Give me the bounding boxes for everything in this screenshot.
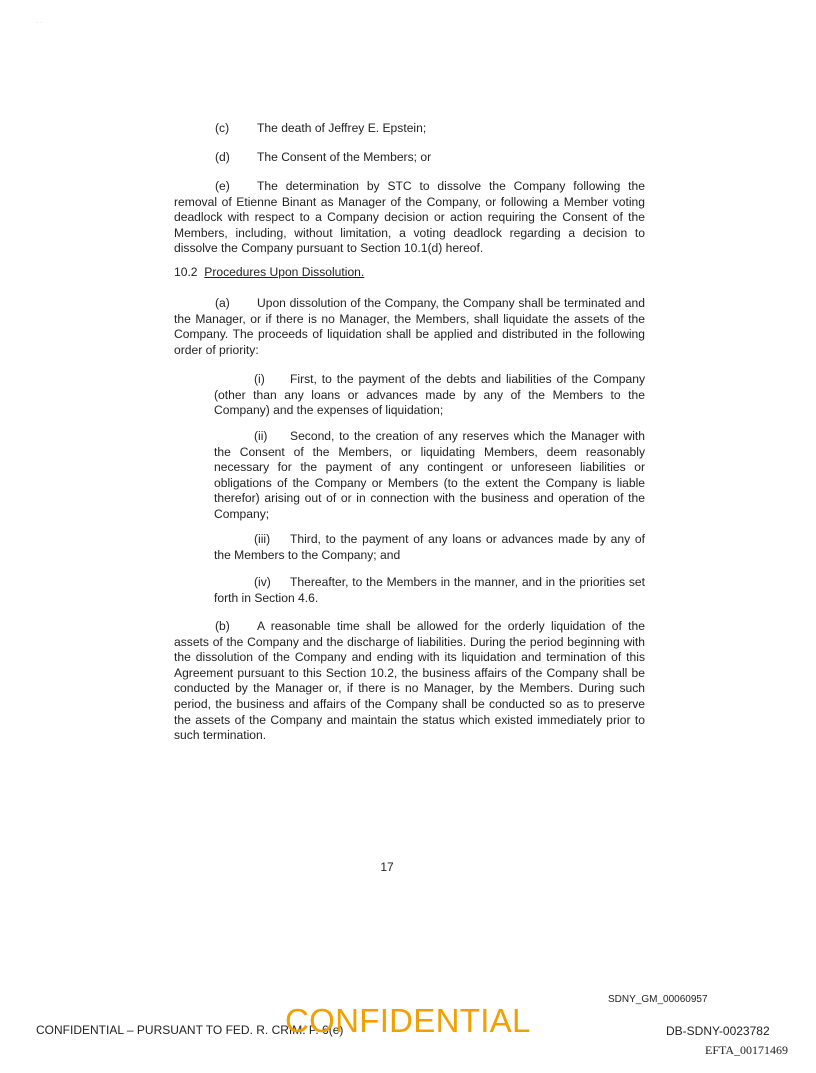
item-c	[215, 121, 655, 137]
sub-iii-text: Third, to the payment of any loans or advances made by any of the Members to the Company; and	[214, 532, 645, 562]
page-number: 17	[380, 860, 394, 874]
item-d	[215, 150, 655, 166]
sub-ii	[214, 429, 645, 523]
sub-i-text: First, to the payment of the debts and liabilities of the Company (other than any loans or advances made by any of the Members to the Company) and the expenses of liquidation;	[214, 372, 645, 418]
para-b-marker: (b)	[215, 619, 230, 633]
para-a-marker: (a)	[215, 296, 230, 310]
item-e	[174, 179, 645, 257]
sub-ii-marker: (ii)	[254, 429, 268, 443]
sub-iv-text: Thereafter, to the Members in the manner, and in the priorities set forth in Section 4.6.	[214, 575, 645, 605]
bates-db: DB-SDNY-0023782	[666, 1024, 770, 1038]
confidential-stamp: CONFIDENTIAL	[285, 1002, 531, 1039]
sub-iv-marker: (iv)	[254, 575, 271, 589]
sub-i	[214, 372, 645, 419]
item-d-text: The Consent of the Members; or	[257, 150, 432, 164]
item-d-marker: (d)	[215, 150, 230, 164]
para-b	[174, 619, 645, 744]
bates-gm: SDNY_GM_00060957	[608, 994, 708, 1005]
sub-iii	[214, 532, 645, 563]
sub-ii-text: Second, to the creation of any reserves which the Manager with the Consent of the Members, or liquidating Members, deem reasonably necessary for the payment of any contingent or unforeseen liabilities or obligations of the Company or Members (to the extent the Company is liable therefor) arising out of or in connection with the business and operation of the Company;	[214, 429, 645, 521]
section-heading	[174, 265, 645, 281]
sub-iv	[214, 575, 645, 606]
item-c-marker: (c)	[215, 121, 230, 135]
confidential-notice: CONFIDENTIAL – PURSUANT TO FED. R. CRIM. P. 6(e)	[36, 1023, 344, 1037]
efta-id: EFTA_00171469	[705, 1043, 789, 1057]
section-number: 10.2	[174, 265, 198, 279]
para-a-text: Upon dissolution of the Company, the Company shall be terminated and the Manager, or if there is no Manager, the Members, shall liquidate the assets of the Company. The proceeds of liquidation shall be applied and distributed in the following order of priority:	[174, 296, 645, 357]
item-e-marker: (e)	[215, 179, 230, 193]
sub-i-marker: (i)	[254, 372, 265, 386]
section-title: Procedures Upon Dissolution.	[204, 265, 365, 279]
para-b-text: A reasonable time shall be allowed for the orderly liquidation of the assets of the Company and the discharge of liabilities. During the period beginning with the dissolution of the Company and ending with its liquidation and termination of this Agreement pursuant to this Section 10.2, the business affairs of the Company shall be conducted by the Manager or, if there is no Manager, by the Members. During such period, the business and affairs of the Company shall be conducted so as to preserve the assets of the Company and maintain the status which existed immediately prior to such termination.	[174, 619, 645, 743]
scan-speck: . .	[36, 18, 42, 25]
item-e-text: The determination by STC to dissolve the Company following the removal of Etienne Binant as Manager of the Company, or following a Member voting deadlock with respect to a Company decision or action requiring the Consent of the Members, including, without limitation, a voting deadlock regarding a decision to dissolve the Company pursuant to Section 10.1(d) hereof.	[174, 179, 645, 256]
para-a	[174, 296, 645, 358]
sub-iii-marker: (iii)	[254, 532, 271, 546]
item-c-text: The death of Jeffrey E. Epstein;	[257, 121, 427, 135]
